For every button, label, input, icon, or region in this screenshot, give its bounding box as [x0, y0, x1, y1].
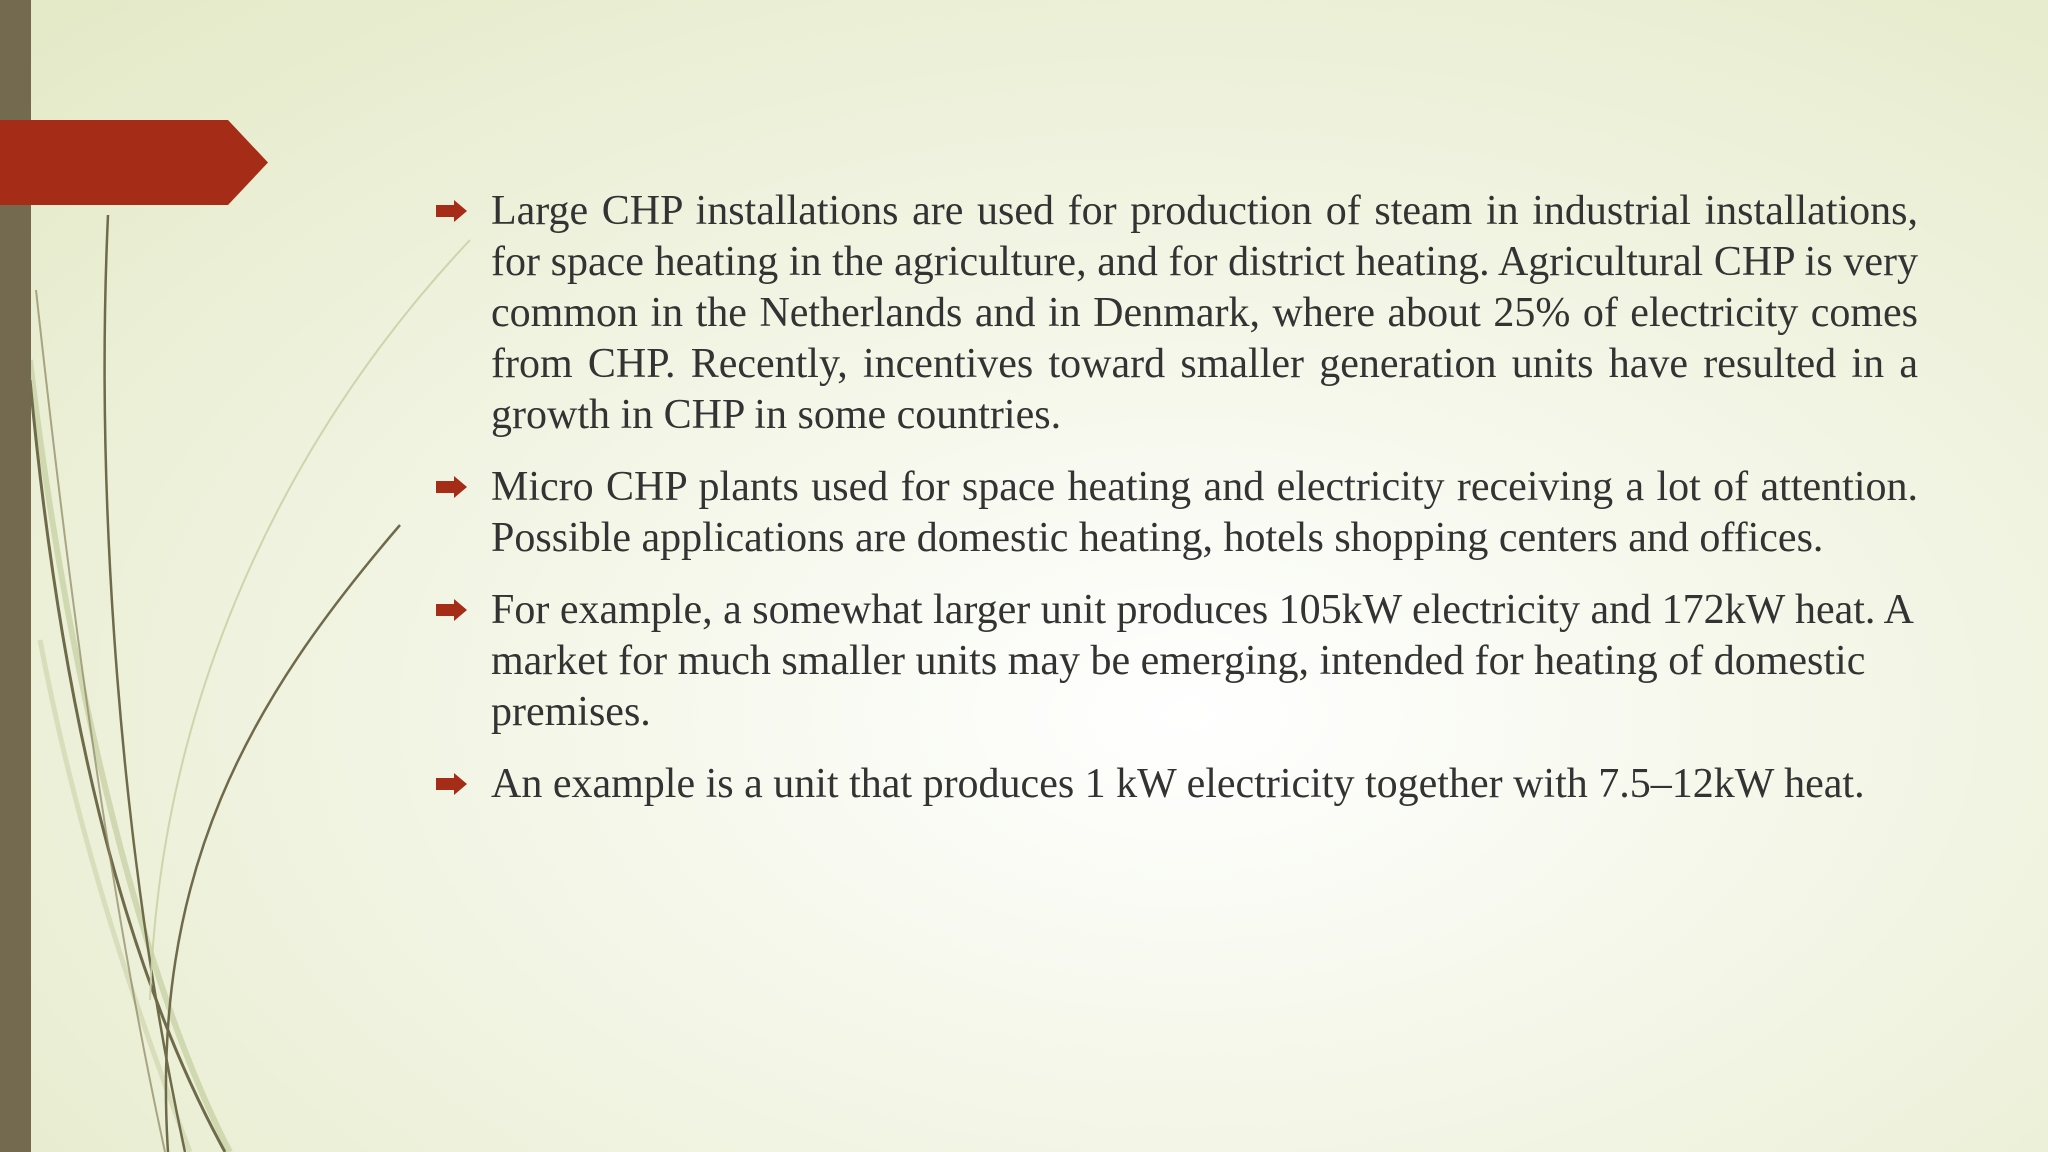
arrow-right-icon: [434, 200, 468, 222]
bullet-item: [434, 585, 1918, 738]
bullet-text: Micro CHP plants used for space heating and electricity receiving a lot of attention. Possible applications are domestic heating, hotels shopping centers and offices.: [491, 464, 1918, 561]
bullet-text: An example is a unit that produces 1 kW electricity together with 7.5–12kW heat.: [491, 761, 1865, 807]
slide-content: [434, 186, 1918, 831]
arrow-right-icon: [434, 599, 468, 621]
arrow-right-icon: [434, 773, 468, 795]
bullet-text: Large CHP installations are used for production of steam in industrial installations, for space heating in the agriculture, and for district heating. Agricultural CHP is very common in the Netherlands and in Denmark, where about 25% of electricity comes from CHP. Recently, incentives toward smaller generation units have resulted in a growth in CHP in some countries.: [491, 188, 1918, 438]
bullet-text: For example, a somewhat larger unit produces 105kW electricity and 172kW heat. A market for much smaller units may be emerging, intended for heating of domestic premises.: [491, 587, 1912, 735]
bullet-item: [434, 759, 1918, 810]
bullet-list: [434, 186, 1918, 810]
title-accent-tab: [0, 120, 268, 205]
bullet-item: [434, 186, 1918, 441]
bullet-item: [434, 462, 1918, 564]
arrow-right-icon: [434, 476, 468, 498]
